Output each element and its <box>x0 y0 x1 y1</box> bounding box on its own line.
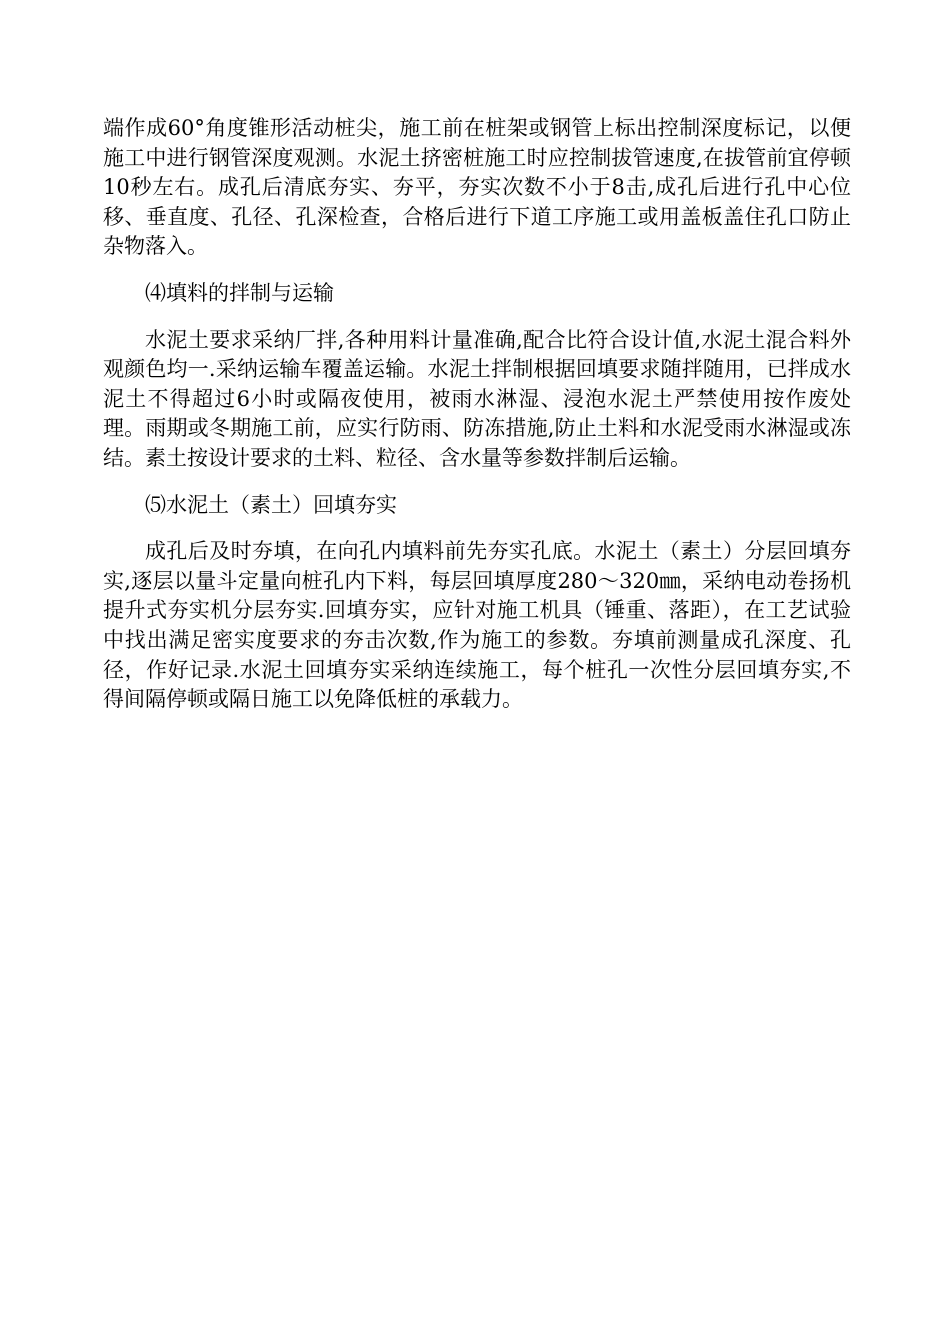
document-page <box>103 114 851 715</box>
heading-filler-mixing-transport: ⑷填料的拌制与运输 <box>145 280 334 305</box>
paragraph-pile-tip-and-hole-forming: 端作成60°角度锥形活动桩尖，施工前在桩架或钢管上标出控制深度标记，以便施工中进行钢管深度观测。水泥土挤密桩施工时应控制拔管速度,在拔管前宜停顿10秒左右。成孔后清底夯实、夯平，夯实次数不小于8击,成孔后进行孔中心位移、垂直度、孔径、孔深检查，合格后进行下道工序施工或用盖板盖住孔口防止杂物落入。 <box>103 116 851 259</box>
paragraph-gap <box>103 262 851 279</box>
paragraph-filler-mixing-transport: 水泥土要求采纳厂拌,各种用料计量准确,配合比符合设计值,水泥土混合料外观颜色均一.采纳运输车覆盖运输。水泥土拌制根据回填要求随拌随用，已拌成水泥土不得超过6小时或隔夜使用，被雨水淋湿、浸泡水泥土严禁使用按作废处理。雨期或冬期施工前，应实行防雨、防冻措施,防止土料和水泥受雨水淋湿或冻结。素土按设计要求的土料、粒径、含水量等参数拌制后运输。 <box>103 327 851 470</box>
heading-backfill-compaction: ⑸水泥土（素土）回填夯实 <box>145 492 397 517</box>
paragraph-backfill-compaction: 成孔后及时夯填，在向孔内填料前先夯实孔底。水泥土（素土）分层回填夯实,逐层以量斗定量向桩孔内下料，每层回填厚度280～320㎜，采纳电动卷扬机提升式夯实机分层夯实.回填夯实，应针对施工机具（锤重、落距），在工艺试验中找出满足密实度要求的夯击次数,作为施工的参数。夯填前测量成孔深度、孔径，作好记录.水泥土回填夯实采纳连续施工，每个桩孔一次性分层回填夯实,不得间隔停顿或隔日施工以免降低桩的承载力。 <box>103 539 851 712</box>
paragraph-gap <box>103 474 851 491</box>
paragraph-gap <box>103 309 851 326</box>
paragraph-gap <box>103 520 851 537</box>
